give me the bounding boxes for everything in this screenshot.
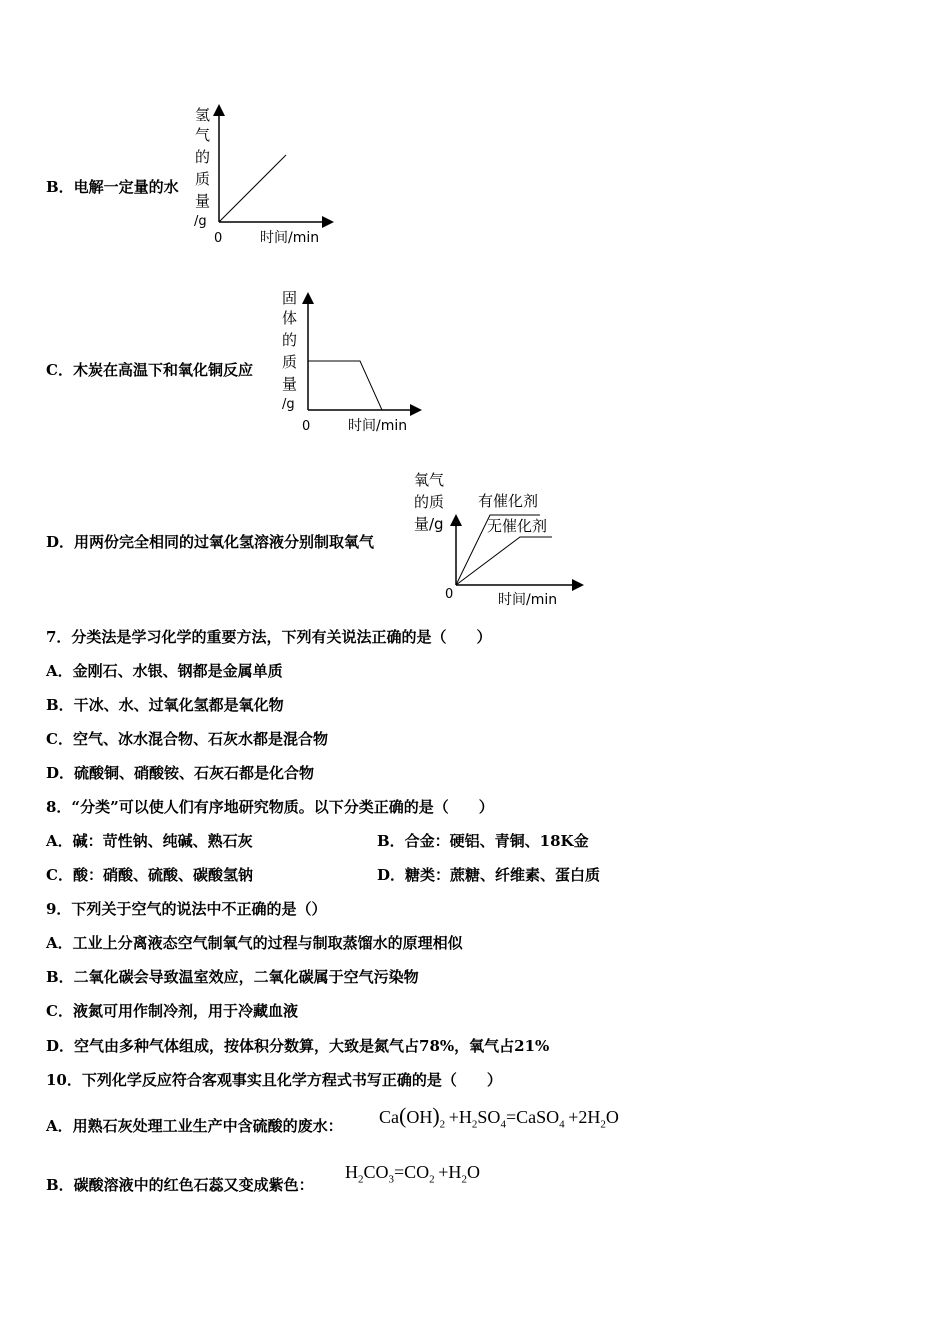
y-label-2: 量/g	[414, 515, 444, 533]
q6-b-graph	[190, 100, 340, 250]
legend-catalyst: 有催化剂	[478, 492, 539, 510]
data-line	[219, 155, 286, 222]
y-label-5: /g	[282, 397, 295, 412]
q8-option-a: A．碱：苛性钠、纯碱、熟石灰	[46, 832, 253, 850]
q8-option-d: D．糖类：蔗糖、纤维素、蛋白质	[377, 866, 601, 884]
y-label-4: 量	[282, 375, 298, 393]
q7-stem: 7．分类法是学习化学的重要方法，下列有关说法正确的是（ ）	[46, 628, 492, 646]
q8-option-c: C．酸：硝酸、硫酸、碳酸氢钠	[46, 866, 253, 884]
q7-option-b: B．干冰、水、过氧化氢都是氧化物	[46, 696, 284, 714]
q10-option-b: B．碳酸溶液中的红色石蕊又变成紫色：	[46, 1176, 314, 1194]
origin-label: 0	[302, 419, 311, 434]
y-label-4: 量	[195, 192, 211, 210]
x-label: 时间/min	[260, 230, 320, 246]
q6-c-graph	[278, 283, 428, 438]
x-label: 时间/min	[348, 418, 408, 434]
y-label-0: 氢	[195, 106, 211, 124]
y-label-0: 固	[282, 289, 298, 307]
data-line	[308, 361, 382, 410]
q6-d-graph	[410, 465, 585, 610]
q10-a-equation: $Ca(OH)_2$ $+H_2SO_4=CaSO_4 +2H_2O$	[379, 1103, 619, 1131]
q10-option-a: A．用熟石灰处理工业生产中含硫酸的废水：	[46, 1117, 343, 1135]
q9-option-b: B．二氧化碳会导致温室效应，二氧化碳属于空气污染物	[46, 968, 419, 986]
q6-option-b: B．电解一定量的水	[46, 178, 179, 196]
q6-option-d: D．用两份完全相同的过氧化氢溶液分别制取氧气	[46, 533, 375, 551]
y-label-0: 氧气	[414, 471, 445, 489]
q7-option-a: A．金刚石、水银、钢都是金属单质	[46, 662, 283, 680]
q9-option-a: A．工业上分离液态空气制氧气的过程与制取蒸馏水的原理相似	[46, 934, 463, 952]
y-label-2: 的	[195, 148, 211, 166]
y-label-3: 质	[282, 353, 298, 371]
series-no-catalyst-line	[456, 537, 552, 585]
y-label-1: 的质	[414, 493, 445, 511]
q10-stem: 10．下列化学反应符合客观事实且化学方程式书写正确的是（ ）	[46, 1071, 502, 1089]
y-label-3: 质	[195, 170, 211, 188]
y-label-2: 的	[282, 331, 298, 349]
q9-stem: 9．下列关于空气的说法中不正确的是（）	[46, 900, 327, 918]
q9-option-d: D．空气由多种气体组成，按体积分数算，大致是氮气占78%，氧气占21%	[46, 1037, 550, 1055]
legend-no-catalyst: 无催化剂	[487, 517, 548, 535]
q8-option-b: B．合金：硬铝、青铜、18K金	[377, 832, 589, 850]
origin-label: 0	[445, 587, 454, 602]
q7-option-d: D．硫酸铜、硝酸铵、石灰石都是化合物	[46, 764, 315, 782]
q9-option-c: C．液氮可用作制冷剂，用于冷藏血液	[46, 1002, 298, 1020]
y-label-1: 气	[195, 126, 211, 144]
origin-label: 0	[214, 231, 223, 246]
q8-stem: 8．“分类”可以使人们有序地研究物质。以下分类正确的是（ ）	[46, 798, 494, 816]
y-label-1: 体	[282, 309, 298, 327]
q10-b-equation: $H_2CO_3=CO_2 +H_2O$	[345, 1162, 480, 1186]
q7-option-c: C．空气、冰水混合物、石灰水都是混合物	[46, 730, 328, 748]
x-label: 时间/min	[498, 592, 558, 608]
y-label-5: /g	[194, 214, 207, 229]
q6-option-c: C．木炭在高温下和氧化铜反应	[46, 361, 253, 379]
